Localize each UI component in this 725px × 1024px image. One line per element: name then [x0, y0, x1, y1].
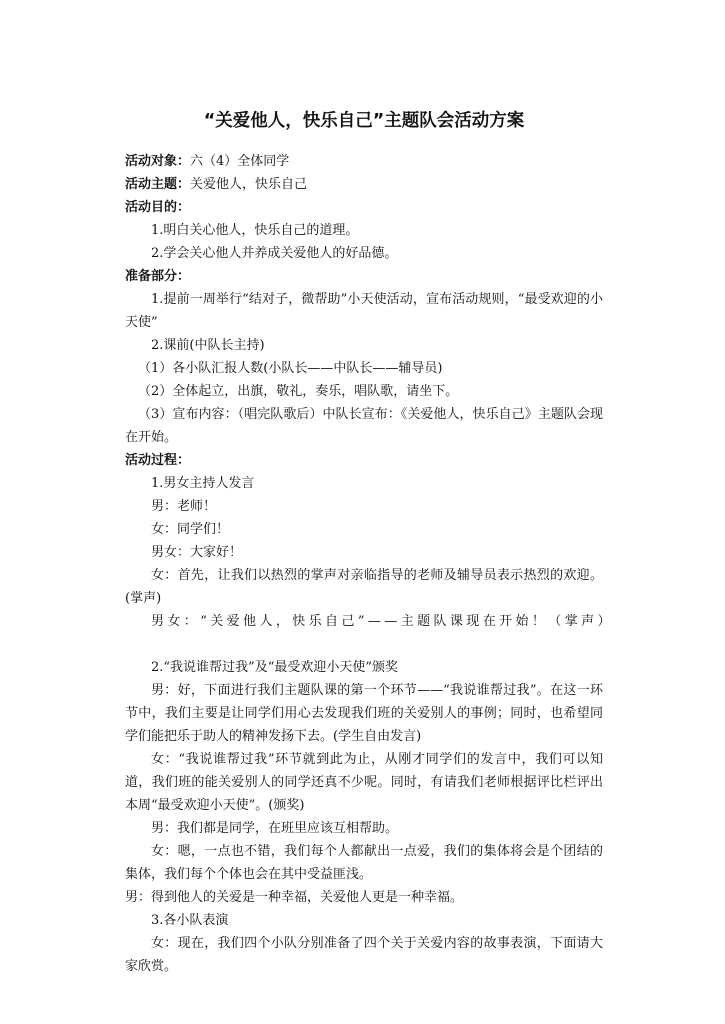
- goal-item-1: 1.明白关心他人，快乐自己的道理。: [151, 223, 359, 238]
- dialog-paragraph: 女：嗯，一点也不错，我们每个人都献出一点爱，我们的集体将会是个团结的集体，我们每个个体也会在其中受益匪浅。: [125, 844, 603, 882]
- target-row: [125, 150, 603, 173]
- target-label: 活动对象：: [125, 154, 191, 169]
- theme-label: 活动主题：: [125, 177, 191, 192]
- dialog-line: 女：首先，让我们以热烈的掌声对亲临指导的老师及辅导员表示热烈的欢迎。(掌声): [125, 568, 603, 606]
- theme-row: [125, 173, 603, 196]
- prep-sub-2: （2）全体起立，出旗，敬礼，奏乐，唱队歌，请坐下。: [138, 384, 459, 399]
- dialog-line: 男：得到他人的关爱是一种幸福，关爱他人更是一种幸福。: [125, 890, 464, 905]
- prep-item-1: 1.提前一周举行“结对子，微帮助”小天使活动，宣布活动规则，“最受欢迎的小天使”: [125, 292, 603, 330]
- blank-line: [125, 633, 603, 656]
- goal-label: 活动目的：: [125, 200, 191, 215]
- document-body: [125, 108, 614, 978]
- theme-value: 关爱他人，快乐自己: [190, 177, 308, 192]
- dialog-line: 男：我们都是同学，在班里应该互相帮助。: [151, 821, 399, 836]
- prep-sub-3: （3）宣布内容：（唱完队歌后）中队长宣布：《关爱他人，快乐自己》主题队会现在开始。: [125, 407, 603, 445]
- prep-sub-1: （1）各小队汇报人数(小队长——中队长——辅导员): [138, 361, 443, 376]
- section-2-title: 2.“我说谁帮过我”及“最受欢迎小天使”颁奖: [151, 660, 398, 675]
- dialog-paragraph: 女：“我说谁帮过我”环节就到此为止，从刚才同学们的发言中，我们可以知道，我们班的能关爱别人的同学还真不少呢。同时，有请我们老师根据评比栏评出本周“最受欢迎小天使”。(颁奖): [125, 752, 603, 813]
- dialog-line: 女：同学们！: [151, 522, 230, 537]
- dialog-line: 男女：大家好！: [151, 545, 243, 560]
- goal-item-2: 2.学会关心他人并养成关爱他人的好品德。: [151, 246, 398, 261]
- process-label: 活动过程：: [125, 453, 191, 468]
- dialog-paragraph: 男：好，下面进行我们主题队课的第一个环节——“我说谁帮过我”。在这一环节中，我们主要是让同学们用心去发现我们班的关爱别人的事例；同时，也希望同学们能把乐于助人的精神发扬下去。(学生自由发言): [125, 683, 603, 744]
- prep-label: 准备部分：: [125, 269, 191, 284]
- prep-item-2: 2.课前(中队长主持): [151, 338, 265, 353]
- section-3-title: 3.各小队表演: [151, 913, 229, 928]
- dialog-line: 男：老师！: [151, 499, 217, 514]
- document-title: “关爱他人，快乐自己”主题队会活动方案: [203, 111, 525, 131]
- dialog-line: 男女：“关爱他人，快乐自己”——主题队课现在开始！（掌声）: [151, 614, 614, 629]
- section-1-title: 1.男女主持人发言: [151, 476, 255, 491]
- target-value: 六（4）全体同学: [190, 154, 290, 169]
- dialog-paragraph: 女：现在，我们四个小队分别准备了四个关于关爱内容的故事表演，下面请大家欣赏。: [125, 936, 603, 974]
